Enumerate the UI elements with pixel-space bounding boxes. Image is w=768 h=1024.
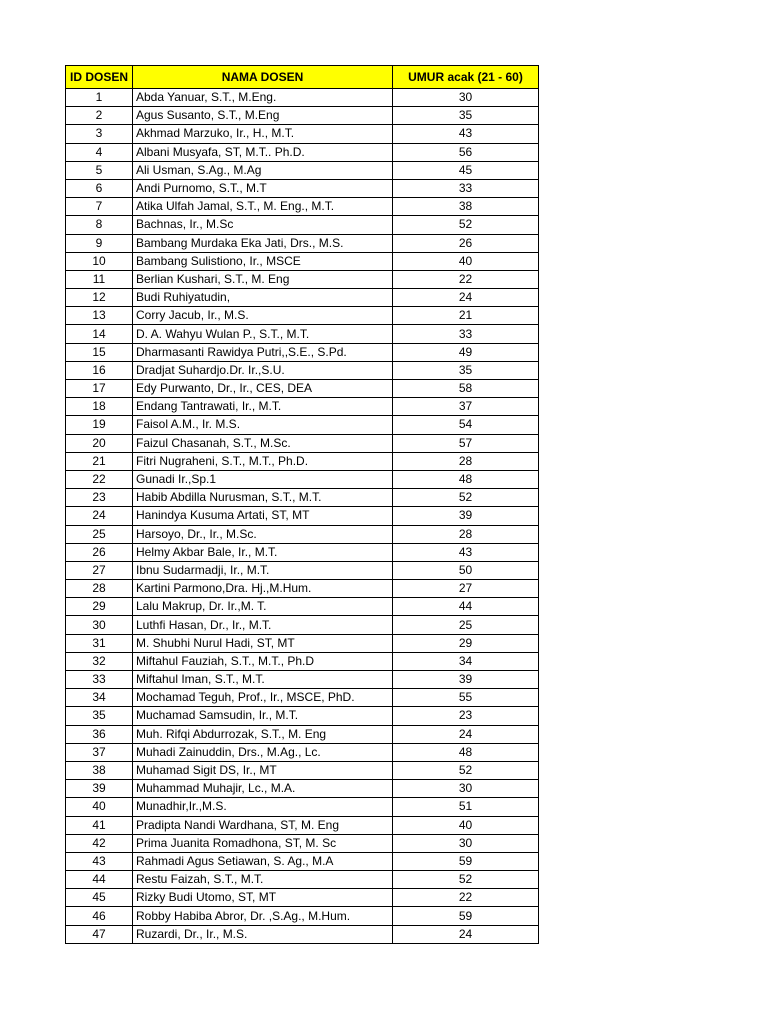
cell-umur: 43 <box>393 125 539 143</box>
cell-id-dosen: 41 <box>66 816 133 834</box>
cell-umur: 22 <box>393 889 539 907</box>
table-row <box>66 889 539 907</box>
cell-nama-dosen: Bachnas, Ir., M.Sc <box>133 216 393 234</box>
table-row <box>66 580 539 598</box>
cell-nama-dosen: Endang Tantrawati, Ir., M.T. <box>133 398 393 416</box>
header-id-dosen: ID DOSEN <box>66 66 133 89</box>
cell-id-dosen: 26 <box>66 543 133 561</box>
table-row <box>66 561 539 579</box>
cell-nama-dosen: Edy Purwanto, Dr., Ir., CES, DEA <box>133 380 393 398</box>
cell-nama-dosen: Robby Habiba Abror, Dr. ,S.Ag., M.Hum. <box>133 907 393 925</box>
table-row <box>66 852 539 870</box>
table-row <box>66 307 539 325</box>
cell-id-dosen: 20 <box>66 434 133 452</box>
table-row <box>66 725 539 743</box>
cell-umur: 40 <box>393 252 539 270</box>
cell-umur: 49 <box>393 343 539 361</box>
cell-id-dosen: 31 <box>66 634 133 652</box>
cell-umur: 30 <box>393 89 539 107</box>
cell-nama-dosen: Muh. Rifqi Abdurrozak, S.T., M. Eng <box>133 725 393 743</box>
table-row <box>66 416 539 434</box>
cell-id-dosen: 18 <box>66 398 133 416</box>
cell-id-dosen: 10 <box>66 252 133 270</box>
cell-nama-dosen: Munadhir,Ir.,M.S. <box>133 798 393 816</box>
cell-id-dosen: 17 <box>66 380 133 398</box>
cell-umur: 34 <box>393 652 539 670</box>
cell-umur: 35 <box>393 361 539 379</box>
cell-umur: 39 <box>393 507 539 525</box>
cell-umur: 24 <box>393 925 539 943</box>
table-row <box>66 470 539 488</box>
cell-umur: 22 <box>393 270 539 288</box>
cell-umur: 52 <box>393 761 539 779</box>
cell-id-dosen: 25 <box>66 525 133 543</box>
table-row <box>66 143 539 161</box>
table-row <box>66 380 539 398</box>
table-body <box>66 89 539 944</box>
cell-nama-dosen: Muhammad Muhajir, Lc., M.A. <box>133 780 393 798</box>
cell-umur: 24 <box>393 289 539 307</box>
table-row <box>66 361 539 379</box>
cell-nama-dosen: Budi Ruhiyatudin, <box>133 289 393 307</box>
cell-umur: 50 <box>393 561 539 579</box>
lecturer-table <box>65 65 539 944</box>
table-row <box>66 671 539 689</box>
table-row <box>66 89 539 107</box>
table-row <box>66 325 539 343</box>
table-row <box>66 761 539 779</box>
table-row <box>66 925 539 943</box>
cell-id-dosen: 11 <box>66 270 133 288</box>
table-row <box>66 398 539 416</box>
cell-nama-dosen: Faisol A.M., Ir. M.S. <box>133 416 393 434</box>
cell-id-dosen: 43 <box>66 852 133 870</box>
table-row <box>66 743 539 761</box>
table-row <box>66 598 539 616</box>
cell-nama-dosen: Bambang Murdaka Eka Jati, Drs., M.S. <box>133 234 393 252</box>
cell-nama-dosen: Miftahul Iman, S.T., M.T. <box>133 671 393 689</box>
table-row <box>66 780 539 798</box>
cell-umur: 29 <box>393 634 539 652</box>
cell-id-dosen: 32 <box>66 652 133 670</box>
cell-nama-dosen: Ibnu Sudarmadji, Ir., M.T. <box>133 561 393 579</box>
cell-umur: 52 <box>393 871 539 889</box>
cell-id-dosen: 24 <box>66 507 133 525</box>
table-row <box>66 871 539 889</box>
cell-id-dosen: 15 <box>66 343 133 361</box>
table-row <box>66 216 539 234</box>
cell-nama-dosen: Muchamad Samsudin, Ir., M.T. <box>133 707 393 725</box>
cell-umur: 51 <box>393 798 539 816</box>
cell-umur: 27 <box>393 580 539 598</box>
header-row <box>66 66 539 89</box>
table-row <box>66 816 539 834</box>
cell-umur: 52 <box>393 489 539 507</box>
cell-id-dosen: 35 <box>66 707 133 725</box>
cell-id-dosen: 47 <box>66 925 133 943</box>
table-row <box>66 434 539 452</box>
header-nama-dosen: NAMA DOSEN <box>133 66 393 89</box>
cell-nama-dosen: Hanindya Kusuma Artati, ST, MT <box>133 507 393 525</box>
cell-nama-dosen: Akhmad Marzuko, Ir., H., M.T. <box>133 125 393 143</box>
cell-umur: 59 <box>393 852 539 870</box>
table-row <box>66 652 539 670</box>
table-row <box>66 689 539 707</box>
cell-nama-dosen: Mochamad Teguh, Prof., Ir., MSCE, PhD. <box>133 689 393 707</box>
cell-id-dosen: 34 <box>66 689 133 707</box>
cell-id-dosen: 44 <box>66 871 133 889</box>
table-row <box>66 179 539 197</box>
cell-nama-dosen: Muhadi Zainuddin, Drs., M.Ag., Lc. <box>133 743 393 761</box>
table-row <box>66 452 539 470</box>
cell-umur: 33 <box>393 325 539 343</box>
cell-umur: 25 <box>393 616 539 634</box>
cell-umur: 52 <box>393 216 539 234</box>
cell-umur: 55 <box>393 689 539 707</box>
cell-id-dosen: 13 <box>66 307 133 325</box>
cell-nama-dosen: Muhamad Sigit DS, Ir., MT <box>133 761 393 779</box>
table-row <box>66 798 539 816</box>
table-row <box>66 525 539 543</box>
cell-id-dosen: 42 <box>66 834 133 852</box>
cell-id-dosen: 14 <box>66 325 133 343</box>
cell-id-dosen: 37 <box>66 743 133 761</box>
cell-umur: 26 <box>393 234 539 252</box>
table-row <box>66 543 539 561</box>
cell-nama-dosen: Prima Juanita Romadhona, ST, M. Sc <box>133 834 393 852</box>
cell-id-dosen: 23 <box>66 489 133 507</box>
cell-nama-dosen: Ali Usman, S.Ag., M.Ag <box>133 161 393 179</box>
cell-nama-dosen: Harsoyo, Dr., Ir., M.Sc. <box>133 525 393 543</box>
cell-nama-dosen: Pradipta Nandi Wardhana, ST, M. Eng <box>133 816 393 834</box>
cell-umur: 21 <box>393 307 539 325</box>
cell-nama-dosen: Lalu Makrup, Dr. Ir.,M. T. <box>133 598 393 616</box>
cell-id-dosen: 1 <box>66 89 133 107</box>
table-row <box>66 234 539 252</box>
cell-umur: 28 <box>393 452 539 470</box>
cell-id-dosen: 36 <box>66 725 133 743</box>
cell-id-dosen: 4 <box>66 143 133 161</box>
cell-id-dosen: 6 <box>66 179 133 197</box>
cell-nama-dosen: Agus Susanto, S.T., M.Eng <box>133 107 393 125</box>
cell-id-dosen: 29 <box>66 598 133 616</box>
cell-umur: 35 <box>393 107 539 125</box>
cell-id-dosen: 22 <box>66 470 133 488</box>
cell-id-dosen: 33 <box>66 671 133 689</box>
cell-nama-dosen: Andi Purnomo, S.T., M.T <box>133 179 393 197</box>
cell-nama-dosen: Miftahul Fauziah, S.T., M.T., Ph.D <box>133 652 393 670</box>
table-row <box>66 616 539 634</box>
table-row <box>66 707 539 725</box>
cell-nama-dosen: Ruzardi, Dr., Ir., M.S. <box>133 925 393 943</box>
cell-id-dosen: 28 <box>66 580 133 598</box>
cell-nama-dosen: Rahmadi Agus Setiawan, S. Ag., M.A <box>133 852 393 870</box>
cell-nama-dosen: Gunadi Ir.,Sp.1 <box>133 470 393 488</box>
cell-nama-dosen: Faizul Chasanah, S.T., M.Sc. <box>133 434 393 452</box>
cell-id-dosen: 19 <box>66 416 133 434</box>
table-row <box>66 289 539 307</box>
table-row <box>66 834 539 852</box>
cell-umur: 48 <box>393 743 539 761</box>
cell-nama-dosen: M. Shubhi Nurul Hadi, ST, MT <box>133 634 393 652</box>
cell-nama-dosen: Dharmasanti Rawidya Putri,,S.E., S.Pd. <box>133 343 393 361</box>
cell-id-dosen: 40 <box>66 798 133 816</box>
cell-id-dosen: 2 <box>66 107 133 125</box>
cell-umur: 37 <box>393 398 539 416</box>
cell-id-dosen: 5 <box>66 161 133 179</box>
cell-id-dosen: 9 <box>66 234 133 252</box>
cell-nama-dosen: Kartini Parmono,Dra. Hj.,M.Hum. <box>133 580 393 598</box>
cell-umur: 40 <box>393 816 539 834</box>
cell-nama-dosen: Bambang Sulistiono, Ir., MSCE <box>133 252 393 270</box>
cell-nama-dosen: Habib Abdilla Nurusman, S.T., M.T. <box>133 489 393 507</box>
table-row <box>66 270 539 288</box>
cell-umur: 33 <box>393 179 539 197</box>
cell-umur: 56 <box>393 143 539 161</box>
cell-umur: 54 <box>393 416 539 434</box>
cell-id-dosen: 12 <box>66 289 133 307</box>
cell-id-dosen: 21 <box>66 452 133 470</box>
cell-umur: 43 <box>393 543 539 561</box>
table-header <box>66 66 539 89</box>
table-row <box>66 507 539 525</box>
cell-umur: 57 <box>393 434 539 452</box>
cell-nama-dosen: Rizky Budi Utomo, ST, MT <box>133 889 393 907</box>
cell-id-dosen: 46 <box>66 907 133 925</box>
table-row <box>66 198 539 216</box>
cell-nama-dosen: Fitri Nugraheni, S.T., M.T., Ph.D. <box>133 452 393 470</box>
cell-nama-dosen: Restu Faizah, S.T., M.T. <box>133 871 393 889</box>
cell-nama-dosen: Luthfi Hasan, Dr., Ir., M.T. <box>133 616 393 634</box>
cell-id-dosen: 3 <box>66 125 133 143</box>
cell-umur: 30 <box>393 834 539 852</box>
cell-nama-dosen: Abda Yanuar, S.T., M.Eng. <box>133 89 393 107</box>
cell-nama-dosen: Dradjat Suhardjo.Dr. Ir.,S.U. <box>133 361 393 379</box>
cell-umur: 58 <box>393 380 539 398</box>
cell-id-dosen: 30 <box>66 616 133 634</box>
table-row <box>66 252 539 270</box>
cell-id-dosen: 8 <box>66 216 133 234</box>
cell-umur: 28 <box>393 525 539 543</box>
cell-umur: 44 <box>393 598 539 616</box>
cell-id-dosen: 16 <box>66 361 133 379</box>
table-row <box>66 107 539 125</box>
cell-id-dosen: 45 <box>66 889 133 907</box>
cell-umur: 30 <box>393 780 539 798</box>
table-row <box>66 489 539 507</box>
table-row <box>66 634 539 652</box>
cell-umur: 38 <box>393 198 539 216</box>
cell-id-dosen: 39 <box>66 780 133 798</box>
cell-umur: 59 <box>393 907 539 925</box>
cell-umur: 24 <box>393 725 539 743</box>
table-row <box>66 343 539 361</box>
cell-umur: 48 <box>393 470 539 488</box>
cell-umur: 23 <box>393 707 539 725</box>
table-row <box>66 161 539 179</box>
cell-id-dosen: 27 <box>66 561 133 579</box>
cell-nama-dosen: Albani Musyafa, ST, M.T.. Ph.D. <box>133 143 393 161</box>
cell-umur: 39 <box>393 671 539 689</box>
table-row <box>66 125 539 143</box>
table-row <box>66 907 539 925</box>
cell-nama-dosen: Berlian Kushari, S.T., M. Eng <box>133 270 393 288</box>
header-umur: UMUR acak (21 - 60) <box>393 66 539 89</box>
cell-nama-dosen: Atika Ulfah Jamal, S.T., M. Eng., M.T. <box>133 198 393 216</box>
cell-id-dosen: 7 <box>66 198 133 216</box>
cell-id-dosen: 38 <box>66 761 133 779</box>
cell-nama-dosen: Helmy Akbar Bale, Ir., M.T. <box>133 543 393 561</box>
cell-nama-dosen: D. A. Wahyu Wulan P., S.T., M.T. <box>133 325 393 343</box>
cell-nama-dosen: Corry Jacub, Ir., M.S. <box>133 307 393 325</box>
cell-umur: 45 <box>393 161 539 179</box>
